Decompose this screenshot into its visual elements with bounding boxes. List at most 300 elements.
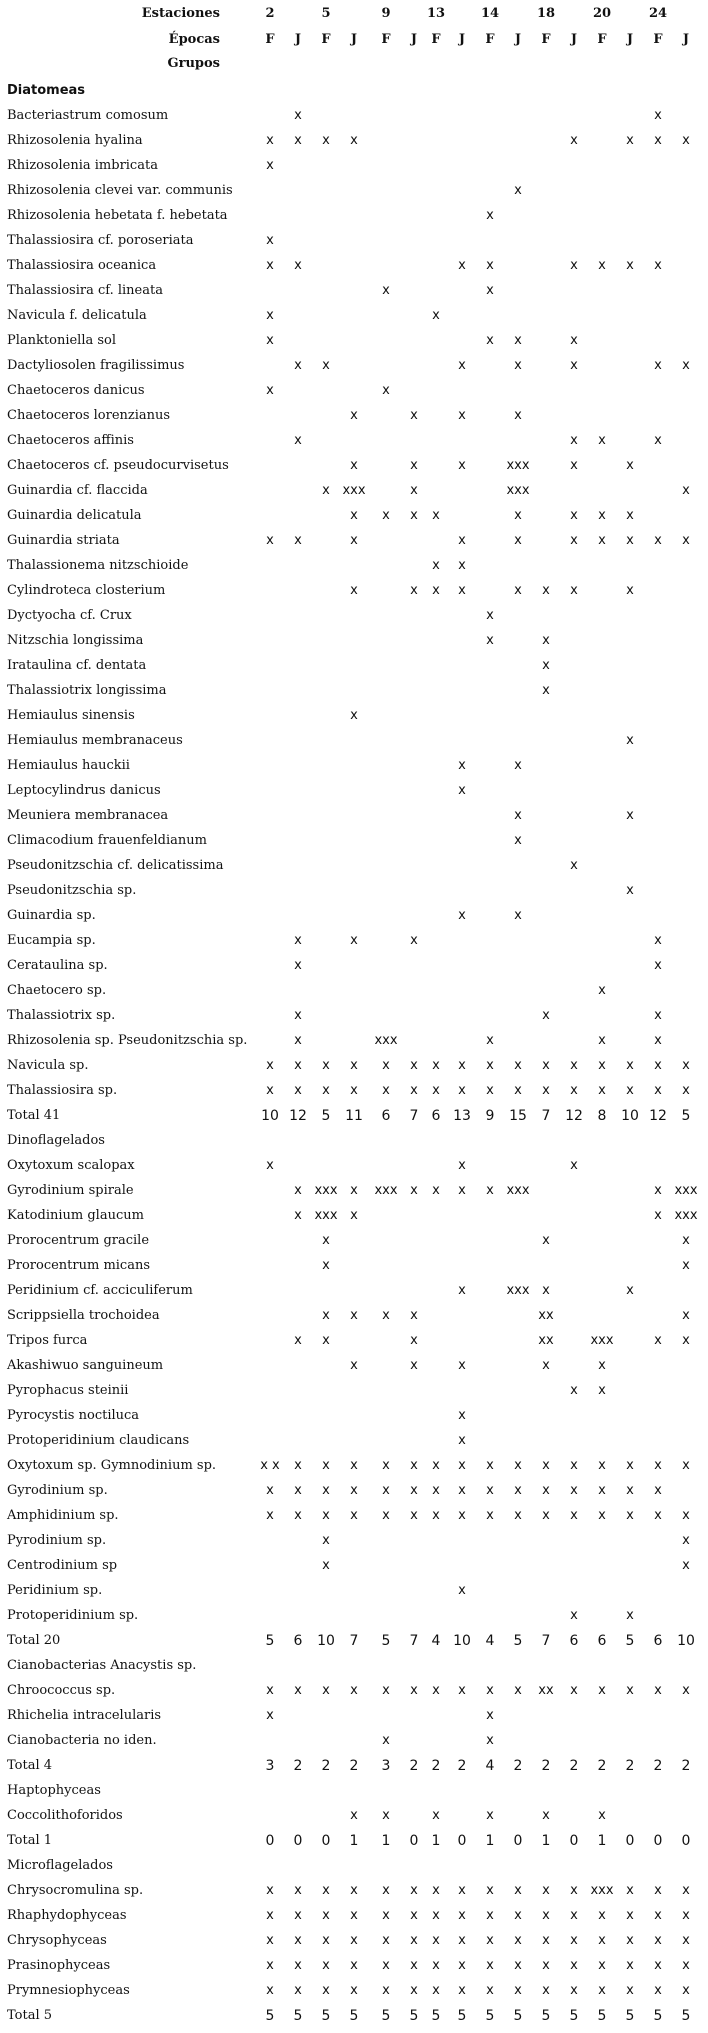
group-row — [0, 1130, 708, 1155]
table-cell: x — [432, 1183, 440, 1198]
table-cell: x — [626, 1508, 634, 1523]
row-label: Dinoflagelados — [7, 1133, 105, 1148]
table-row — [0, 1680, 708, 1705]
table-row — [0, 130, 708, 155]
table-row — [0, 1255, 708, 1280]
table-cell: x — [514, 1083, 522, 1098]
table-cell: x — [486, 208, 494, 223]
row-label: Rhizosolenia clevei var. communis — [7, 183, 233, 198]
table-cell: x — [322, 1558, 330, 1573]
table-row — [0, 630, 708, 655]
table-cell: x — [458, 1083, 466, 1098]
row-label: Navicula f. delicatula — [7, 308, 147, 323]
table-cell: x — [654, 1183, 662, 1198]
table-cell: x — [486, 1808, 494, 1823]
table-cell: x — [486, 333, 494, 348]
table-row — [0, 905, 708, 930]
table-cell: x — [410, 1333, 418, 1348]
table-cell: x — [382, 1808, 390, 1823]
table-cell: x — [514, 1058, 522, 1073]
table-cell: x — [266, 1883, 274, 1898]
table-cell: x — [486, 1508, 494, 1523]
row-label: Climacodium frauenfeldianum — [7, 833, 207, 848]
row-label: Chaetoceros danicus — [7, 383, 145, 398]
row-label: Hemiaulus membranaceus — [7, 733, 183, 748]
row-label: Oxytoxum scalopax — [7, 1158, 135, 1173]
table-cell: 0 — [321, 1833, 331, 1849]
table-row — [0, 855, 708, 880]
table-cell: x — [322, 1508, 330, 1523]
table-cell: xxx — [590, 1883, 614, 1898]
table-row — [0, 1080, 708, 1105]
row-label: Eucampia sp. — [7, 933, 96, 948]
table-cell: x — [266, 1708, 274, 1723]
table-cell: x — [266, 1508, 274, 1523]
row-label: Guinardia striata — [7, 533, 120, 548]
table-cell: x — [322, 1083, 330, 1098]
phytoplankton-table — [0, 80, 708, 2030]
table-cell: x — [682, 1458, 690, 1473]
table-row — [0, 1480, 708, 1505]
table-cell: 1 — [431, 1833, 441, 1849]
epoch-header: F — [265, 32, 275, 47]
table-cell: x — [598, 1083, 606, 1098]
table-cell: x — [682, 133, 690, 148]
table-cell: x — [350, 408, 358, 423]
table-row — [0, 1205, 708, 1230]
table-cell: x — [432, 1083, 440, 1098]
table-cell: x — [598, 1958, 606, 1973]
table-row — [0, 1330, 708, 1355]
table-row — [0, 1530, 708, 1555]
epoch-header: F — [653, 32, 663, 47]
row-label: Prasinophyceas — [7, 1958, 111, 1973]
table-cell: x — [486, 633, 494, 648]
table-cell: x — [350, 1083, 358, 1098]
table-cell: x — [294, 1508, 302, 1523]
table-cell: x — [322, 1233, 330, 1248]
table-cell: 7 — [409, 1633, 419, 1649]
table-cell: x — [682, 1333, 690, 1348]
table-cell: x — [410, 1883, 418, 1898]
table-cell: x — [294, 258, 302, 273]
table-cell: x — [458, 1458, 466, 1473]
table-cell: x — [322, 1933, 330, 1948]
table-cell: 2 — [597, 1758, 607, 1774]
table-cell: x — [410, 1483, 418, 1498]
table-cell: 1 — [381, 1833, 391, 1849]
table-cell: 7 — [409, 1108, 419, 1124]
table-cell: x — [626, 508, 634, 523]
table-cell: x — [682, 1508, 690, 1523]
row-label: Dactyliosolen fragilissimus — [7, 358, 185, 373]
table-cell: x — [382, 1308, 390, 1323]
epoch-header: F — [381, 32, 391, 47]
table-cell: x — [682, 1533, 690, 1548]
table-cell: x — [382, 508, 390, 523]
table-cell: x — [626, 1283, 634, 1298]
table-cell: x — [458, 1358, 466, 1373]
table-cell: x — [350, 458, 358, 473]
table-row — [0, 1905, 708, 1930]
table-cell: x x — [260, 1458, 280, 1473]
table-cell: x — [542, 633, 550, 648]
table-cell: x — [458, 783, 466, 798]
row-label: Thalassiotrix longissima — [7, 683, 167, 698]
row-label: Meuniera membranacea — [7, 808, 169, 823]
table-cell: x — [458, 1058, 466, 1073]
row-label: Rhizosolenia hebetata f. hebetata — [7, 208, 228, 223]
row-label: Rhizosolenia imbricata — [7, 158, 158, 173]
row-label: Bacteriastrum comosum — [7, 108, 169, 123]
table-cell: x — [654, 1008, 662, 1023]
table-cell: x — [514, 408, 522, 423]
table-cell: x — [458, 1583, 466, 1598]
table-cell: x — [350, 1983, 358, 1998]
table-cell: x — [350, 508, 358, 523]
epochs-label: Épocas — [168, 32, 220, 47]
table-row — [0, 1030, 708, 1055]
table-cell: x — [486, 608, 494, 623]
table-cell: x — [542, 1358, 550, 1373]
table-cell: x — [514, 333, 522, 348]
table-cell: x — [410, 1908, 418, 1923]
table-row — [0, 1405, 708, 1430]
table-row — [0, 455, 708, 480]
table-cell: x — [266, 1058, 274, 1073]
table-cell: x — [350, 1933, 358, 1948]
table-cell: x — [266, 1908, 274, 1923]
table-cell: x — [350, 1508, 358, 1523]
table-cell: x — [626, 733, 634, 748]
epoch-header: F — [597, 32, 607, 47]
table-cell: 2 — [349, 1758, 359, 1774]
row-label: Chroococcus sp. — [7, 1683, 116, 1698]
table-row — [0, 1505, 708, 1530]
table-cell: x — [294, 108, 302, 123]
table-cell: x — [458, 1408, 466, 1423]
table-cell: x — [626, 1058, 634, 1073]
epoch-header: J — [626, 32, 634, 47]
table-row — [0, 805, 708, 830]
table-cell: x — [598, 1483, 606, 1498]
row-label: Nitzschia longissima — [7, 633, 144, 648]
row-label: Pseudonitzschia cf. delicatissima — [7, 858, 224, 873]
table-cell: x — [382, 283, 390, 298]
table-cell: x — [294, 1908, 302, 1923]
table-row — [0, 1180, 708, 1205]
row-label: Guinardia cf. flaccida — [7, 483, 148, 498]
table-cell: x — [410, 1458, 418, 1473]
table-cell: x — [266, 1683, 274, 1698]
table-cell: x — [598, 983, 606, 998]
row-label: Leptocylindrus danicus — [7, 783, 161, 798]
table-cell: x — [458, 1283, 466, 1298]
table-cell: x — [458, 758, 466, 773]
table-row — [0, 505, 708, 530]
table-cell: x — [322, 1908, 330, 1923]
row-label: Total 5 — [7, 2008, 53, 2023]
table-cell: x — [542, 1808, 550, 1823]
table-cell: x — [598, 258, 606, 273]
table-cell: x — [266, 233, 274, 248]
table-cell: x — [350, 1683, 358, 1698]
table-cell: xxx — [674, 1208, 698, 1223]
table-cell: x — [570, 508, 578, 523]
row-label: Chrysophyceas — [7, 1933, 107, 1948]
table-cell: x — [542, 683, 550, 698]
table-cell: x — [486, 1683, 494, 1698]
table-cell: 1 — [485, 1833, 495, 1849]
table-cell: x — [432, 1508, 440, 1523]
table-cell: 10 — [261, 1108, 279, 1124]
table-cell: x — [570, 1983, 578, 1998]
row-label: Total 20 — [7, 1633, 61, 1648]
table-cell: x — [654, 958, 662, 973]
epoch-header: F — [321, 32, 331, 47]
table-cell: x — [350, 1483, 358, 1498]
table-cell: x — [458, 1983, 466, 1998]
groups-label: Grupos — [167, 56, 220, 71]
table-cell: x — [654, 1958, 662, 1973]
table-cell: x — [322, 1458, 330, 1473]
table-cell: x — [266, 258, 274, 273]
table-cell: 5 — [265, 2008, 275, 2024]
table-cell: 5 — [597, 2008, 607, 2024]
table-cell: 5 — [653, 2008, 663, 2024]
table-cell: x — [626, 1083, 634, 1098]
table-cell: x — [458, 908, 466, 923]
epoch-header: J — [410, 32, 418, 47]
table-cell: 1 — [541, 1833, 551, 1849]
table-cell: 6 — [569, 1633, 579, 1649]
table-cell: x — [654, 1333, 662, 1348]
table-cell: x — [542, 658, 550, 673]
table-cell: 5 — [457, 2008, 467, 2024]
table-cell: x — [682, 1233, 690, 1248]
table-cell: x — [514, 183, 522, 198]
table-cell: 5 — [625, 1633, 635, 1649]
table-cell: x — [598, 1933, 606, 1948]
epoch-header: F — [485, 32, 495, 47]
station-header: 20 — [592, 6, 612, 21]
table-cell: 7 — [541, 1108, 551, 1124]
table-cell: x — [598, 508, 606, 523]
table-cell: x — [458, 1883, 466, 1898]
table-row — [0, 355, 708, 380]
table-cell: x — [266, 158, 274, 173]
table-row — [0, 730, 708, 755]
table-cell: x — [626, 1908, 634, 1923]
table-cell: x — [626, 1983, 634, 1998]
row-label: Scrippsiella trochoidea — [7, 1308, 160, 1323]
table-cell: x — [598, 1033, 606, 1048]
table-cell: x — [322, 1308, 330, 1323]
row-label: Navicula sp. — [7, 1058, 89, 1073]
table-cell: 10 — [453, 1633, 471, 1649]
table-cell: x — [570, 583, 578, 598]
table-cell: 10 — [621, 1108, 639, 1124]
table-cell: x — [626, 1608, 634, 1623]
table-cell: 0 — [293, 1833, 303, 1849]
table-row — [0, 1980, 708, 2005]
table-cell: 5 — [625, 2008, 635, 2024]
table-cell: x — [542, 1908, 550, 1923]
row-label: Thalassiosira oceanica — [7, 258, 157, 273]
row-label: Katodinium glaucum — [7, 1208, 144, 1223]
row-label: Thalassionema nitzschioide — [7, 558, 189, 573]
table-row — [0, 180, 708, 205]
group-row — [0, 80, 708, 105]
table-cell: 5 — [409, 2008, 419, 2024]
table-row — [0, 1880, 708, 1905]
table-cell: x — [626, 1958, 634, 1973]
table-cell: x — [294, 1958, 302, 1973]
table-row — [0, 555, 708, 580]
table-cell: x — [350, 1308, 358, 1323]
row-label: Protoperidinium claudicans — [7, 1433, 190, 1448]
table-cell: x — [570, 333, 578, 348]
table-cell: 0 — [653, 1833, 663, 1849]
table-cell: x — [486, 1708, 494, 1723]
table-cell: x — [486, 1083, 494, 1098]
epoch-header: J — [682, 32, 690, 47]
table-row — [0, 1305, 708, 1330]
table-cell: x — [410, 1508, 418, 1523]
station-header: 24 — [648, 6, 668, 21]
group-row — [0, 1855, 708, 1880]
table-cell: 2 — [321, 1758, 331, 1774]
table-cell: x — [322, 1683, 330, 1698]
table-cell: x — [514, 508, 522, 523]
table-cell: 5 — [431, 2008, 441, 2024]
table-row — [0, 105, 708, 130]
table-cell: xxx — [590, 1333, 614, 1348]
table-cell: x — [514, 358, 522, 373]
table-cell: x — [654, 1508, 662, 1523]
table-row — [0, 655, 708, 680]
table-cell: x — [410, 1058, 418, 1073]
table-cell: 0 — [681, 1833, 691, 1849]
table-cell: x — [322, 133, 330, 148]
table-cell: x — [654, 1683, 662, 1698]
table-cell: x — [598, 1458, 606, 1473]
table-cell: x — [682, 358, 690, 373]
table-cell: x — [514, 1908, 522, 1923]
table-cell: 13 — [453, 1108, 471, 1124]
row-label: Pyrophacus steinii — [7, 1383, 129, 1398]
table-cell: 10 — [677, 1633, 695, 1649]
table-cell: 6 — [381, 1108, 391, 1124]
table-cell: x — [542, 1283, 550, 1298]
table-cell: x — [322, 1533, 330, 1548]
table-cell: x — [350, 1458, 358, 1473]
table-cell: x — [570, 133, 578, 148]
row-label: Hemiaulus sinensis — [7, 708, 135, 723]
table-cell: x — [570, 1908, 578, 1923]
row-label: Amphidinium sp. — [7, 1508, 119, 1523]
table-cell: x — [570, 1883, 578, 1898]
table-cell: x — [682, 1558, 690, 1573]
table-cell: x — [682, 1083, 690, 1098]
row-label: Coccolithoforidos — [7, 1808, 123, 1823]
table-cell: x — [598, 1383, 606, 1398]
table-cell: x — [382, 1933, 390, 1948]
table-cell: x — [570, 458, 578, 473]
table-cell: 2 — [541, 1758, 551, 1774]
table-cell: x — [598, 1358, 606, 1373]
table-cell: xxx — [506, 483, 530, 498]
table-cell: x — [570, 533, 578, 548]
table-cell: x — [514, 1958, 522, 1973]
table-row — [0, 1355, 708, 1380]
row-label: Total 1 — [7, 1833, 53, 1848]
table-cell: x — [654, 258, 662, 273]
table-cell: x — [598, 533, 606, 548]
table-cell: x — [570, 858, 578, 873]
table-cell: x — [570, 1933, 578, 1948]
table-row — [0, 480, 708, 505]
table-cell: 12 — [289, 1108, 307, 1124]
table-cell: x — [486, 1033, 494, 1048]
table-cell: 3 — [381, 1758, 391, 1774]
table-cell: 8 — [597, 1108, 607, 1124]
row-label: Pyrocystis noctiluca — [7, 1408, 140, 1423]
group-row — [0, 1655, 708, 1680]
table-cell: x — [514, 1883, 522, 1898]
table-cell: x — [350, 933, 358, 948]
row-label: Thalassiosira cf. poroseriata — [7, 233, 194, 248]
table-cell: x — [570, 1383, 578, 1398]
table-cell: x — [570, 1458, 578, 1473]
table-cell: x — [654, 1458, 662, 1473]
table-cell: x — [626, 1933, 634, 1948]
table-cell: x — [514, 808, 522, 823]
table-cell: xx — [538, 1333, 554, 1348]
table-cell: x — [266, 1958, 274, 1973]
row-label: Cerataulina sp. — [7, 958, 108, 973]
table-cell: x — [294, 358, 302, 373]
table-cell: x — [294, 933, 302, 948]
table-cell: x — [410, 1958, 418, 1973]
table-cell: x — [266, 1983, 274, 1998]
table-cell: x — [350, 1908, 358, 1923]
row-label: Gyrodinium spirale — [7, 1183, 134, 1198]
table-cell: 1 — [597, 1833, 607, 1849]
total-row — [0, 2005, 708, 2030]
table-cell: x — [382, 1733, 390, 1748]
table-cell: x — [294, 433, 302, 448]
table-cell: x — [322, 1958, 330, 1973]
row-label: Cianobacterias Anacystis sp. — [7, 1658, 197, 1673]
table-row — [0, 780, 708, 805]
row-label: Chaetoceros lorenzianus — [7, 408, 171, 423]
row-label: Oxytoxum sp. Gymnodinium sp. — [7, 1458, 217, 1473]
station-header: 13 — [426, 6, 446, 21]
table-cell: x — [654, 1033, 662, 1048]
row-label: Irataulina cf. dentata — [7, 658, 147, 673]
table-cell: x — [458, 358, 466, 373]
table-cell: x — [654, 533, 662, 548]
table-cell: x — [458, 258, 466, 273]
table-cell: x — [458, 1433, 466, 1448]
table-cell: 2 — [513, 1758, 523, 1774]
table-cell: x — [410, 1683, 418, 1698]
table-cell: x — [514, 908, 522, 923]
table-cell: x — [542, 583, 550, 598]
row-label: Rhizosolenia sp. Pseudonitzschia sp. — [7, 1033, 248, 1048]
table-cell: x — [322, 1058, 330, 1073]
